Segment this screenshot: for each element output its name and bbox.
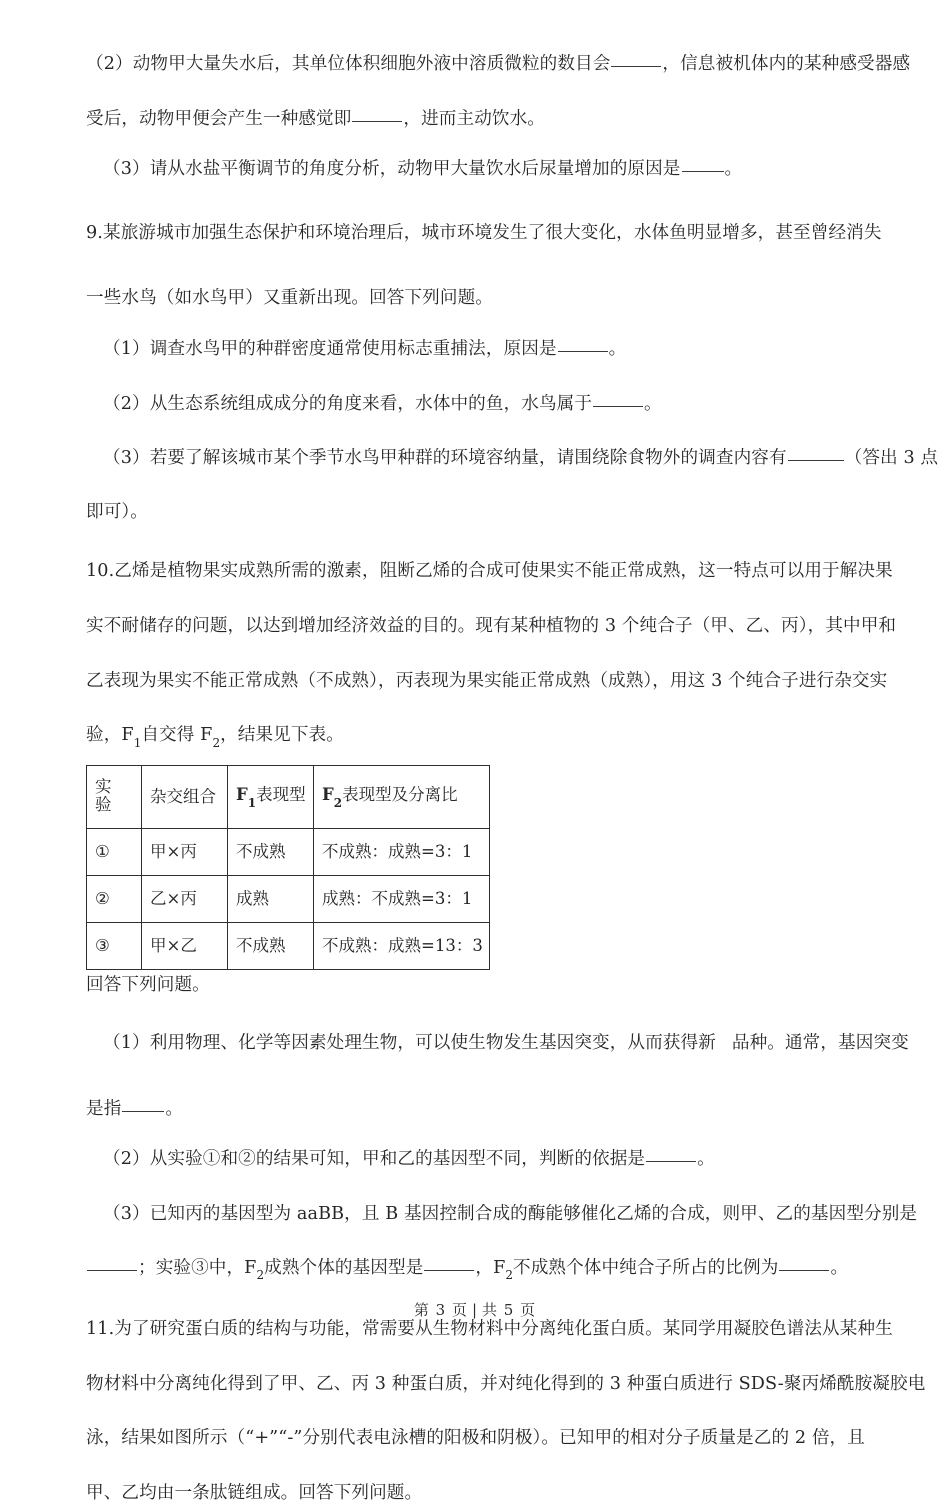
q9-stem-line2: 一些水鸟（如水鸟甲）又重新出现。回答下列问题。 [86,288,493,309]
q11-stem-text1: 为了研究蛋白质的结构与功能，常需要从生物材料中分离纯化蛋白质。某同学用凝胶色谱法从某种生 [114,1319,893,1340]
q9-part3-line [86,448,939,469]
q8-part3-text2: 。 [724,159,743,180]
q10-stem-line4 [86,725,870,750]
answer-blank[interactable] [122,1111,164,1112]
q10-f2-tail: ，结果见下表。 [220,725,344,746]
q9-part3-text: 若要了解该城市某个季节水鸟甲种群的环境容纳量，请围绕除食物外的调查内容有 [149,448,787,469]
q9-part2-line [86,393,870,414]
answer-blank[interactable] [682,171,724,172]
q9-part1-tail: 。 [608,338,627,359]
q10-part1-text1: 利用物理、化学等因素处理生物，可以使生物发生基因突变，从而获得新 [149,1033,716,1054]
q8-part2-label: （2） [86,54,133,74]
q10-stem-line3: 乙表现为果实不能正常成熟（不成熟），丙表现为果实能正常成熟（成熟），用这 3 个纯合子进行杂交实 [86,670,888,691]
q10-stem-text1: 乙烯是植物果实成熟所需的激素，阻断乙烯的合成可使果实不能正常成熟，这一特点可以用于解决果 [114,561,893,582]
q8-part3-label: （3） [103,159,150,180]
q10-f1-mid: 自交得 F [141,725,213,746]
page-content [86,0,939,1503]
footer-page-label: 第 3 页 [413,1301,468,1319]
cell-cross: 甲×乙 [142,922,228,969]
q10-part3-text4: ，F [475,1257,506,1278]
cell-experiment: ① [87,828,142,875]
q8-part3-line [86,161,870,179]
q11-stem-line1 [86,1319,893,1340]
q9-number: 9. [86,222,103,243]
footer-total-label: 共 5 页 [482,1301,537,1319]
q9-part3-label: （3） [103,448,150,469]
answer-blank[interactable] [87,1270,137,1271]
q10-part3-text6: 。 [830,1257,849,1278]
q10-part2-text: 从实验①和②的结果可知，甲和乙的基因型不同，判断的依据是 [149,1149,646,1170]
q10-part2-label: （2） [103,1149,150,1170]
th-f2-rest: 表现型及分离比 [342,785,458,805]
q10-number: 10. [86,561,115,582]
th-cross: 杂交组合 [142,765,228,828]
th-f1-sub: 1 [247,795,257,810]
answer-blank[interactable] [424,1270,474,1271]
q10-part3-f2-sub-b: 2 [505,1268,514,1283]
q9-part1-label: （1） [103,338,150,359]
q10-part2-tail: 。 [697,1149,715,1170]
q9-part1-text: 调查水鸟甲的种群密度通常使用标志重捕法，原因是 [149,338,557,359]
answer-blank[interactable] [611,66,661,67]
q10-part1-label: （1） [103,1033,150,1054]
q10-part3-text5: 不成熟个体中纯合子所占的比例为 [513,1257,779,1278]
q11-stem-line3: 泳，结果如图所示（“+”“-”分别代表电泳槽的阳极和阴极）。已知甲的相对分子质量是乙的 2 倍，且 [86,1428,865,1449]
page-footer [0,1299,950,1320]
q10-part3-text3: 成熟个体的基因型是 [264,1257,424,1278]
cell-f1: 成熟 [228,875,314,922]
q9-part2-tail: 。 [644,393,662,414]
cell-experiment: ③ [87,922,142,969]
q10-after-table: 回答下列问题。 [86,974,210,995]
q11-number: 11. [86,1319,115,1340]
q10-part3-text2: ；实验③中，F [138,1257,257,1278]
th-f2-letter: F [322,785,334,805]
answer-blank[interactable] [352,121,402,122]
th-f1-letter: F [236,785,248,805]
cell-f2: 不成熟：成熟=13：3 [314,922,490,969]
q8-part2-line2 [86,108,870,129]
answer-blank[interactable] [593,406,643,407]
q10-part3-label: （3） [103,1204,150,1225]
answer-blank[interactable] [779,1270,829,1271]
experiment-table-wrap [86,765,870,970]
q11-stem-line4: 甲、乙均由一条肽链组成。回答下列问题。 [86,1482,423,1503]
q8-part3-text1: 请从水盐平衡调节的角度分析，动物甲大量饮水后尿量增加的原因是 [149,159,681,180]
q10-f2-subscript: 2 [212,735,221,750]
q10-f1-subscript: 1 [133,735,142,750]
th-f2-sub: 2 [333,795,343,810]
q10-part1-text4: 。 [165,1098,184,1119]
q10-f1-prefix: 验，F [86,725,134,746]
cell-f1: 不成熟 [228,828,314,875]
table-row [87,922,490,969]
th-f1-rest: 表现型 [256,785,306,805]
cell-cross: 甲×丙 [142,828,228,875]
experiment-table [86,765,490,970]
table-header-row [87,765,490,828]
th-experiment-label: 实验 [95,776,112,815]
q9-stem-line1 [86,222,882,243]
q9-stem-text1: 某旅游城市加强生态保护和环境治理后，城市环境发生了很大变化，水体鱼明显增多，甚至曾经消失 [103,222,882,243]
q8-part2-text1: 动物甲大量失水后，其单位体积细胞外液中溶质微粒的数目会 [132,54,611,74]
q9-part3-tail: （答出 3 点 [844,448,939,469]
answer-blank[interactable] [558,351,608,352]
q10-part3-line1 [86,1204,918,1225]
q8-part2-line1 [86,54,911,74]
q8-part2-text4: ，进而主动饮水。 [403,108,545,129]
q10-stem-line1 [86,561,893,582]
q10-part3-text1: 已知丙的基因型为 aaBB，且 B 基因控制合成的酶能够催化乙烯的合成，则甲、乙的基因型分别是 [149,1204,918,1225]
q10-part1-text2: 品种。通常，基因突变 [731,1033,909,1054]
th-f2-phenotype-ratio [314,765,490,828]
q10-stem-line2: 实不耐储存的问题，以达到增加经济效益的目的。现有某种植物的 3 个纯合子（甲、乙、丙），其中甲和 [86,615,897,636]
th-experiment [87,765,142,828]
table-row [87,875,490,922]
q9-part2-text: 从生态系统组成成分的角度来看，水体中的鱼，水鸟属于 [149,393,593,414]
table-row [87,828,490,875]
cell-experiment: ② [87,875,142,922]
q10-part1-line2 [86,1098,870,1119]
cell-cross: 乙×丙 [142,875,228,922]
q8-part2-text3: 受后，动物甲便会产生一种感觉即 [86,108,352,129]
q9-part3-wrap: 即可）。 [86,501,148,522]
answer-blank[interactable] [646,1161,696,1162]
q9-part2-label: （2） [103,393,150,414]
q11-stem-line2: 物材料中分离纯化得到了甲、乙、丙 3 种蛋白质，并对纯化得到的 3 种蛋白质进行 SDS-聚丙烯酰胺凝胶电 [86,1373,926,1394]
q10-part3-f2-sub-a: 2 [256,1268,265,1283]
cell-f1: 不成熟 [228,922,314,969]
cell-f2: 成熟：不成熟=3：1 [314,875,490,922]
th-f1-phenotype [228,765,314,828]
q9-part1-line [86,338,870,359]
q10-part2-line [86,1151,870,1169]
answer-blank[interactable] [788,460,844,461]
footer-separator: | [471,1301,479,1319]
q10-part3-line2 [86,1257,870,1283]
q8-part2-text2: ，信息被机体内的某种感受器感 [662,54,911,74]
q10-part1-text3: 是指 [86,1098,122,1119]
cell-f2: 不成熟：成熟=3：1 [314,828,490,875]
q10-part1-line1 [86,1033,909,1054]
